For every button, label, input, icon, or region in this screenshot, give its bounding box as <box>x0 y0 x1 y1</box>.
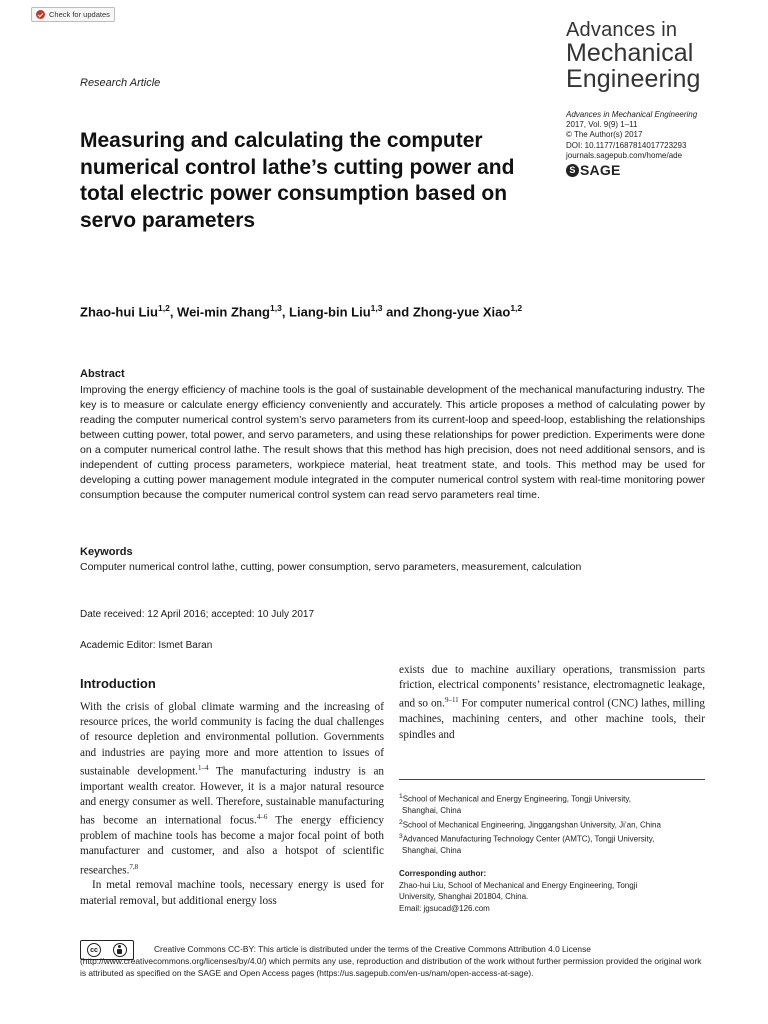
journal-logo <box>566 20 701 92</box>
author-separator: , <box>169 304 178 320</box>
sage-s-icon: S <box>566 164 579 177</box>
journal-url[interactable]: journals.sagepub.com/home/ade <box>566 150 683 160</box>
author-affiliation-marker: 1,3 <box>269 303 282 313</box>
corresponding-author-email[interactable]: Email: jgsucad@126.com <box>399 903 490 913</box>
author-name: Zhong-yue Xiao <box>412 304 511 320</box>
check-circle-icon <box>36 10 45 19</box>
author-separator: and <box>382 304 413 320</box>
received-dates: Date received: 12 April 2016; accepted: 10 July 2017 <box>80 609 315 620</box>
affiliation-number: 2 <box>399 818 403 826</box>
author-separator: , <box>281 304 290 320</box>
publication-info <box>566 110 697 161</box>
body-paragraph <box>80 700 384 878</box>
body-text: exists due to machine auxiliary operations, transmission parts friction, electrical components’ resistance, electromagnetic leakage, and so on. <box>399 664 705 711</box>
body-text: The energy efficiency problem of machine tools has become a major focal point of both manufacturer and customer, and also a hotspot of scientific researches. <box>80 814 384 877</box>
article-type-label: Research Article <box>80 77 161 89</box>
body-column-right <box>399 663 705 743</box>
check-for-updates-label: Check for updates <box>49 10 110 19</box>
keywords-heading: Keywords <box>80 546 133 558</box>
copyright: © The Author(s) 2017 <box>566 130 643 140</box>
author-affiliation-marker: 1,3 <box>370 303 383 313</box>
affiliation-number: 1 <box>399 793 403 800</box>
keywords-text: Computer numerical control lathe, cutting, power consumption, servo parameters, measurement, calculation <box>80 561 582 573</box>
article-title: Measuring and calculating the computer numerical control lathe’s cutting power and total electric power consumption based on servo parameters <box>80 129 515 232</box>
affiliation-item <box>399 817 705 831</box>
affiliation-item <box>399 831 705 845</box>
abstract-text: Improving the energy efficiency of machine tools is the goal of sustainable development of the mechanical manufacturing industry. The key is to measure or calculate energy efficiency conveniently and accurately. This article proposes a method of calculating power by reading the computer numerical control system’s servo parameters from its current-loop and speed-loop, establishing the relationships between cutting power, total power, and servo parameters, and using these relationships for power prediction. Experiments were done on a computer numerical control lathe. The result shows that this method has high precision, does not need additional sensors, and is independent of cutting process parameters, workpiece material, heat treatment state, and tools. This method may be used for developing a cutting power management module integrated in the computer numerical control system with real-time monitoring power consumption because the computer numerical control system can read servo parameters real time. <box>80 384 705 501</box>
affiliation-continuation: Shanghai, China <box>402 846 462 856</box>
body-column-left <box>80 700 384 909</box>
check-for-updates-button[interactable] <box>31 7 115 22</box>
affiliation-item <box>399 791 705 805</box>
cc-icon: cc <box>87 943 101 957</box>
author-list <box>80 303 522 319</box>
citation-ref[interactable]: 4–6 <box>256 813 268 822</box>
license-text: Creative Commons CC-BY: This article is distributed under the terms of the Creative Commons Attribution 4.0 License (http://www.creativecommons.org/licenses/by/4.0/) which permits any use, reproduction and distribution of the work without further permission provided the original work is attributed as specified on the SAGE and Open Access pages (https://us.sagepub.com/en-us/nam/open-access-at-sage). <box>80 944 702 979</box>
corresponding-author <box>399 868 705 914</box>
corresponding-author-line: University, Shanghai 201804, China. <box>399 892 529 902</box>
publisher-logo-text: SAGE <box>580 162 621 178</box>
journal-logo-line1: Advances in <box>566 19 678 41</box>
volume-info: 2017, Vol. 9(9) 1–11 <box>566 120 638 130</box>
affiliation-text: School of Mechanical and Energy Engineering, Tongji University, <box>402 794 631 804</box>
citation-ref[interactable]: 9–11 <box>444 696 459 705</box>
body-text: For computer numerical control (CNC) lathes, milling machines, machining centers, and other machine tools, their spindles and <box>399 698 706 741</box>
introduction-heading: Introduction <box>80 676 156 691</box>
journal-logo-line2: Mechanical <box>566 39 694 67</box>
body-text: With the crisis of global climate warming and the increasing of resource prices, the world community is facing the dual challenges of resource depletion and environmental pollution. Governments and industries are paying more and more attention to issues of sustainable development. <box>80 701 384 778</box>
citation-ref[interactable]: 1–4 <box>197 763 209 772</box>
affiliation-number: 3 <box>399 833 403 841</box>
academic-editor: Academic Editor: Ismet Baran <box>80 640 213 651</box>
affiliations <box>399 791 705 857</box>
doi[interactable]: DOI: 10.1177/1687814017723293 <box>566 140 687 150</box>
body-text: The manufacturing industry is an important wealth creator. However, it is a major natural resource and energy consumer as well. Therefore, sustainable manufacturing has become an international focus. <box>80 765 385 827</box>
affiliation-text: Advanced Manufacturing Technology Center (AMTC), Tongji University, <box>402 834 655 844</box>
author-affiliation-marker: 1,2 <box>510 303 523 313</box>
corresponding-author-heading: Corresponding author: <box>399 869 487 878</box>
author-name: Liang-bin Liu <box>289 304 371 320</box>
journal-logo-line3: Engineering <box>566 65 701 93</box>
author-name: Wei-min Zhang <box>177 304 270 320</box>
body-paragraph: In metal removal machine tools, necessary energy is used for material removal, but additional energy loss <box>80 879 384 907</box>
affiliation-text: School of Mechanical Engineering, Jinggangshan University, Ji’an, China <box>402 820 661 830</box>
abstract-heading: Abstract <box>80 368 125 380</box>
affiliation-continuation: Shanghai, China <box>402 806 462 816</box>
citation-ref[interactable]: 7,8 <box>129 862 139 871</box>
corresponding-author-line: Zhao-hui Liu, School of Mechanical and Energy Engineering, Tongji <box>399 880 638 890</box>
publisher-logo <box>566 162 620 178</box>
journal-name: Advances in Mechanical Engineering <box>566 110 698 119</box>
footnote-divider <box>399 779 705 780</box>
author-affiliation-marker: 1,2 <box>157 303 170 313</box>
author-name: Zhao-hui Liu <box>80 304 158 320</box>
